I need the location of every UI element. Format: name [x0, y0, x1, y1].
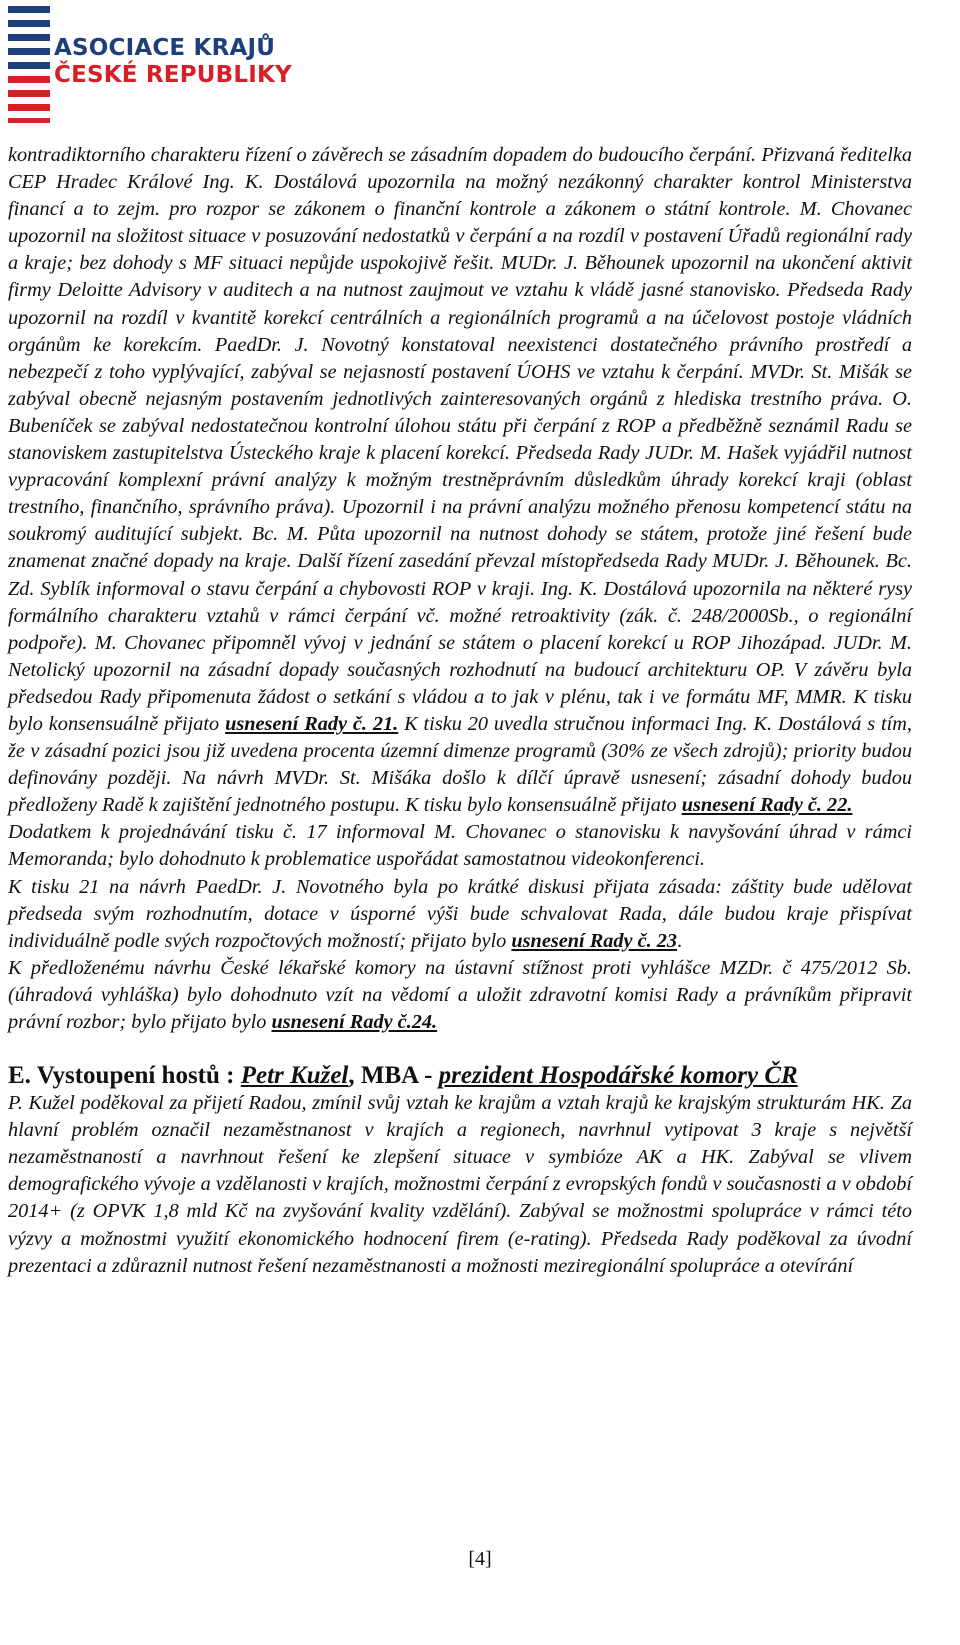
paragraph-print-21: [8, 874, 912, 955]
section-heading-guests: [8, 1062, 912, 1090]
text-run: kontradiktorního charakteru řízení o závěrech se zásadním dopadem do budoucího čerpání. Přizvaná ředitelka CEP Hradec Králové Ing. K. Dostálová upozornila na možný nezákonný charakter kontrol Ministerstva financí a to zejm. pro rozpor se zákonem o finanční kontrole a zákonem o státní kontrole. M. Chovanec upozornil na složitost situace v posuzování nedostatků v čerpání a na rozdíl v postavení Úřadů regionální rady a kraje; bez dohody s MF situaci nepůjde uspokojivě řešit. MUDr. J. Běhounek upozornil na ukončení aktivit firmy Deloitte Advisory v auditech a na nutnost zaujmout ve vztahu k vládě jasné stanovisko. Předseda Rady upozornil na rozdíl v kvantitě korekcí centrálních a regionálních programů a na účelovost postoje vládních orgánům ke korekcím. PaedDr. J. Novotný konstatoval neexistenci dostatečného právního prostředí a nebezpečí z toho vyplývající, zabýval se nejasností postavení ÚOHS ve vztahu k čerpání. MVDr. St. Mišák se zabýval obecně nejasným postavením jednotlivých zainteresovaných orgánů z hlediska trestního práva. O. Bubeníček se zabýval nedostatečnou kontrolní úlohou státu při čerpání z ROP a předběžně seznámil Radu se stanoviskem zastupitelstva Ústeckého kraje k placení korekcí. Předseda Rady JUDr. M. Hašek vyjádřil nutnost vypracování komplexní právní analýzy k možným trestněprávním důsledkům úhrady korekcí kraji (oblast trestního, finančního, správního práva). Upozornil i na právní analýzu možného přenosu kompetencí státu na soukromý auditující subjekt. Bc. M. Půta upozornil na nutnost dohody se státem, protože jiné řešení bude znamenat značné dopady na kraje. Další řízení zasedání převzal místopředseda Rady MUDr. J. Běhounek. Bc. Zd. Syblík informoval o stavu čerpání a chybovosti ROP v kraji. Ing. K. Dostálová upozornila na některé rysy formálního charakteru vztahů v rámci čerpání vč. možné retroaktivity (zák. č. 248/2000Sb., o regionální podpoře). M. Chovanec připomněl vývoj v jednání se státem o placení korekcí u ROP Jihozápad. JUDr. M. Netolický upozornil na zásadní dopady současných rozhodnutí na budoucí architekturu OP. V závěru byla předsedou Rady připomenuta žádost o setkání s vládou a to jak v plénu, tak i ve formátu MF, MMR. K tisku bylo konsensuálně přijato: [8, 144, 912, 735]
association-logo: [8, 2, 328, 122]
text-run: .: [677, 929, 683, 952]
heading-prefix: E. Vystoupení hostů :: [8, 1062, 241, 1090]
text-run: P. Kužel poděkoval za přijetí Radou, zmínil svůj vztah ke krajům a vztah krajů ke krajským strukturám HK. Za hlavní problém označil nezaměstnanost v krajích a regionech, navrhnul vytipovat 3 kraje s největší nezaměstnaností a navrhnout řešení ke zlepšení situace v symbióze AK a HK. Zabýval se vlivem demografického vývoje a vzdělanosti v krajích, možnostmi čerpání z evropských fondů v současnosti a v období 2014+ (z OPVK 1,8 mld Kč na zvyšování kvality vzdělání). Zabýval se možnostmi spolupráce v rámci této výzvy a možnostmi využití ekonomického hodnocení firem (e-rating). Předseda Rady poděkoval za úvodní prezentaci a zdůraznil nutnost řešení nezaměstnanosti a možnosti meziregionální spolupráce a otevírání: [8, 1092, 912, 1277]
resolution-reference: usnesení Rady č. 22.: [681, 794, 853, 817]
paragraph-guest-speech: [8, 1090, 912, 1280]
resolution-reference: usnesení Rady č. 23: [511, 929, 678, 952]
resolution-reference: usnesení Rady č.24.: [271, 1011, 438, 1033]
text-run: K předloženému návrhu České lékařské komory na ústavní stížnost proti vyhlášce MZDr. č 475/2012 Sb. (úhradová vyhláška) bylo dohodnuto vzít na vědomí a uložit zdravotní komisi Rady a právníkům připravit právní rozbor; bylo přijato bylo: [8, 956, 912, 1033]
document-body: [8, 142, 912, 1280]
logo-title-line1: ASOCIACE KRAJŮ: [54, 35, 276, 61]
paragraph-discussion: [8, 142, 912, 819]
paragraph-medical-chamber: [8, 955, 912, 1036]
text-run: K tisku 20 uvedla stručnou informaci Ing. K. Dostálová s tím, že v zásadní pozici jsou již uvedena procenta územní dimenze programů (30% ze všech zdrojů); priority budou definovány později. Na návrh MVDr. St. Mišáka došlo k dílčí úpravě usnesení; zásadní dohody budou předloženy Radě k zajištění jednotného postupu. K tisku bylo konsensuálně přijato: [8, 712, 912, 817]
resolution-reference: usnesení Rady č. 21.: [225, 712, 399, 735]
page-number: [4]: [468, 1548, 492, 1570]
heading-guest-role: prezident Hospodářské komory ČR: [438, 1062, 798, 1090]
logo-stripes-icon: [8, 6, 50, 120]
logo-title-line2: ČESKÉ REPUBLIKY: [54, 62, 292, 88]
paragraph-addendum: [8, 819, 912, 873]
heading-guest-title: , MBA -: [348, 1062, 439, 1090]
text-run: Dodatkem k projednávání tisku č. 17 informoval M. Chovanec o stanovisku k navyšování úhrad v rámci Memoranda; bylo dohodnuto k problematice uspořádat samostatnou videokonferenci.: [8, 821, 912, 871]
heading-guest-name: Petr Kužel: [240, 1062, 349, 1090]
text-run: K tisku 21 na návrh PaedDr. J. Novotného byla po krátké diskusi přijata zásada: záštity bude udělovat předseda svým rozhodnutím, dotace v úsporné výši bude schvalovat Rada, dále budou kraje přispívat individuálně podle svých rozpočtových možností; přijato bylo: [8, 875, 912, 952]
